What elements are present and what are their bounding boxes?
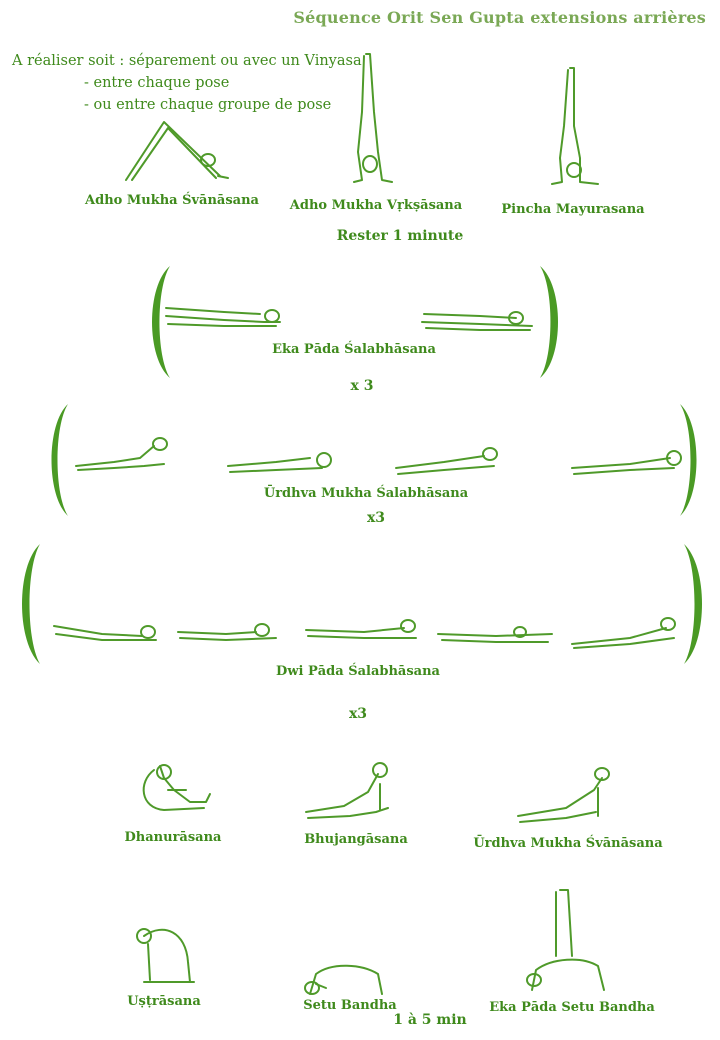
one-leg-bridge-figure — [522, 886, 622, 996]
pose-label: Bhujangāsana — [304, 832, 408, 847]
repeat-count: x3 — [348, 706, 368, 722]
prone-leg-lift-figure — [164, 302, 284, 332]
pose-label: Uṣṭrāsana — [127, 994, 201, 1009]
two-leg-locust-figure — [52, 620, 162, 648]
right-parenthesis — [536, 266, 566, 378]
left-parenthesis — [44, 404, 72, 516]
pose-label: Dhanurāsana — [124, 830, 222, 845]
prone-leg-lift-figure — [420, 306, 540, 336]
pose-label: Setu Bandha — [303, 998, 397, 1013]
bridge-pose-figure — [302, 958, 392, 998]
two-leg-locust-figure — [176, 620, 286, 646]
two-leg-locust-figure — [304, 618, 424, 644]
pose-label: Adho Mukha Vṛkṣāsana — [289, 198, 463, 213]
pose-label: Pincha Mayurasana — [501, 202, 645, 217]
hold-duration-note: 1 à 5 min — [393, 1012, 467, 1028]
hold-duration-note: Rester 1 minute — [336, 228, 464, 244]
instructions — [12, 50, 362, 116]
handstand-figure — [348, 52, 398, 188]
left-parenthesis — [14, 544, 44, 664]
camel-pose-figure — [134, 922, 198, 986]
forearm-stand-figure — [540, 66, 600, 188]
two-leg-locust-figure — [570, 614, 690, 650]
pose-label: Eka Pāda Setu Bandha — [489, 1000, 655, 1015]
locust-figure — [74, 436, 174, 472]
pose-label: Adho Mukha Śvānāsana — [85, 193, 259, 208]
cobra-pose-figure — [304, 762, 400, 822]
two-leg-locust-figure — [436, 624, 556, 650]
downward-dog-figure — [120, 118, 230, 188]
locust-figure — [570, 446, 690, 476]
upward-dog-figure — [516, 768, 616, 824]
locust-figure — [394, 446, 504, 476]
pose-label: Ūrdhva Mukha Śvānāsana — [473, 836, 663, 851]
bow-pose-figure — [134, 762, 214, 814]
pose-label: Eka Pāda Śalabhāsana — [272, 342, 436, 357]
locust-figure — [226, 446, 336, 476]
repeat-count: x3 — [366, 510, 386, 526]
page-title: Séquence Orit Sen Gupta extensions arrières — [293, 8, 706, 27]
instruction-bullet: - ou entre chaque groupe de pose — [84, 97, 332, 113]
repeat-count: x 3 — [350, 378, 374, 394]
instruction-line: A réaliser soit : séparement ou avec un Vinyasa — [12, 53, 362, 69]
pose-label: Ūrdhva Mukha Śalabhāsana — [263, 486, 469, 501]
instruction-bullet: - entre chaque pose — [84, 75, 230, 91]
pose-label: Dwi Pāda Śalabhāsana — [276, 664, 440, 679]
